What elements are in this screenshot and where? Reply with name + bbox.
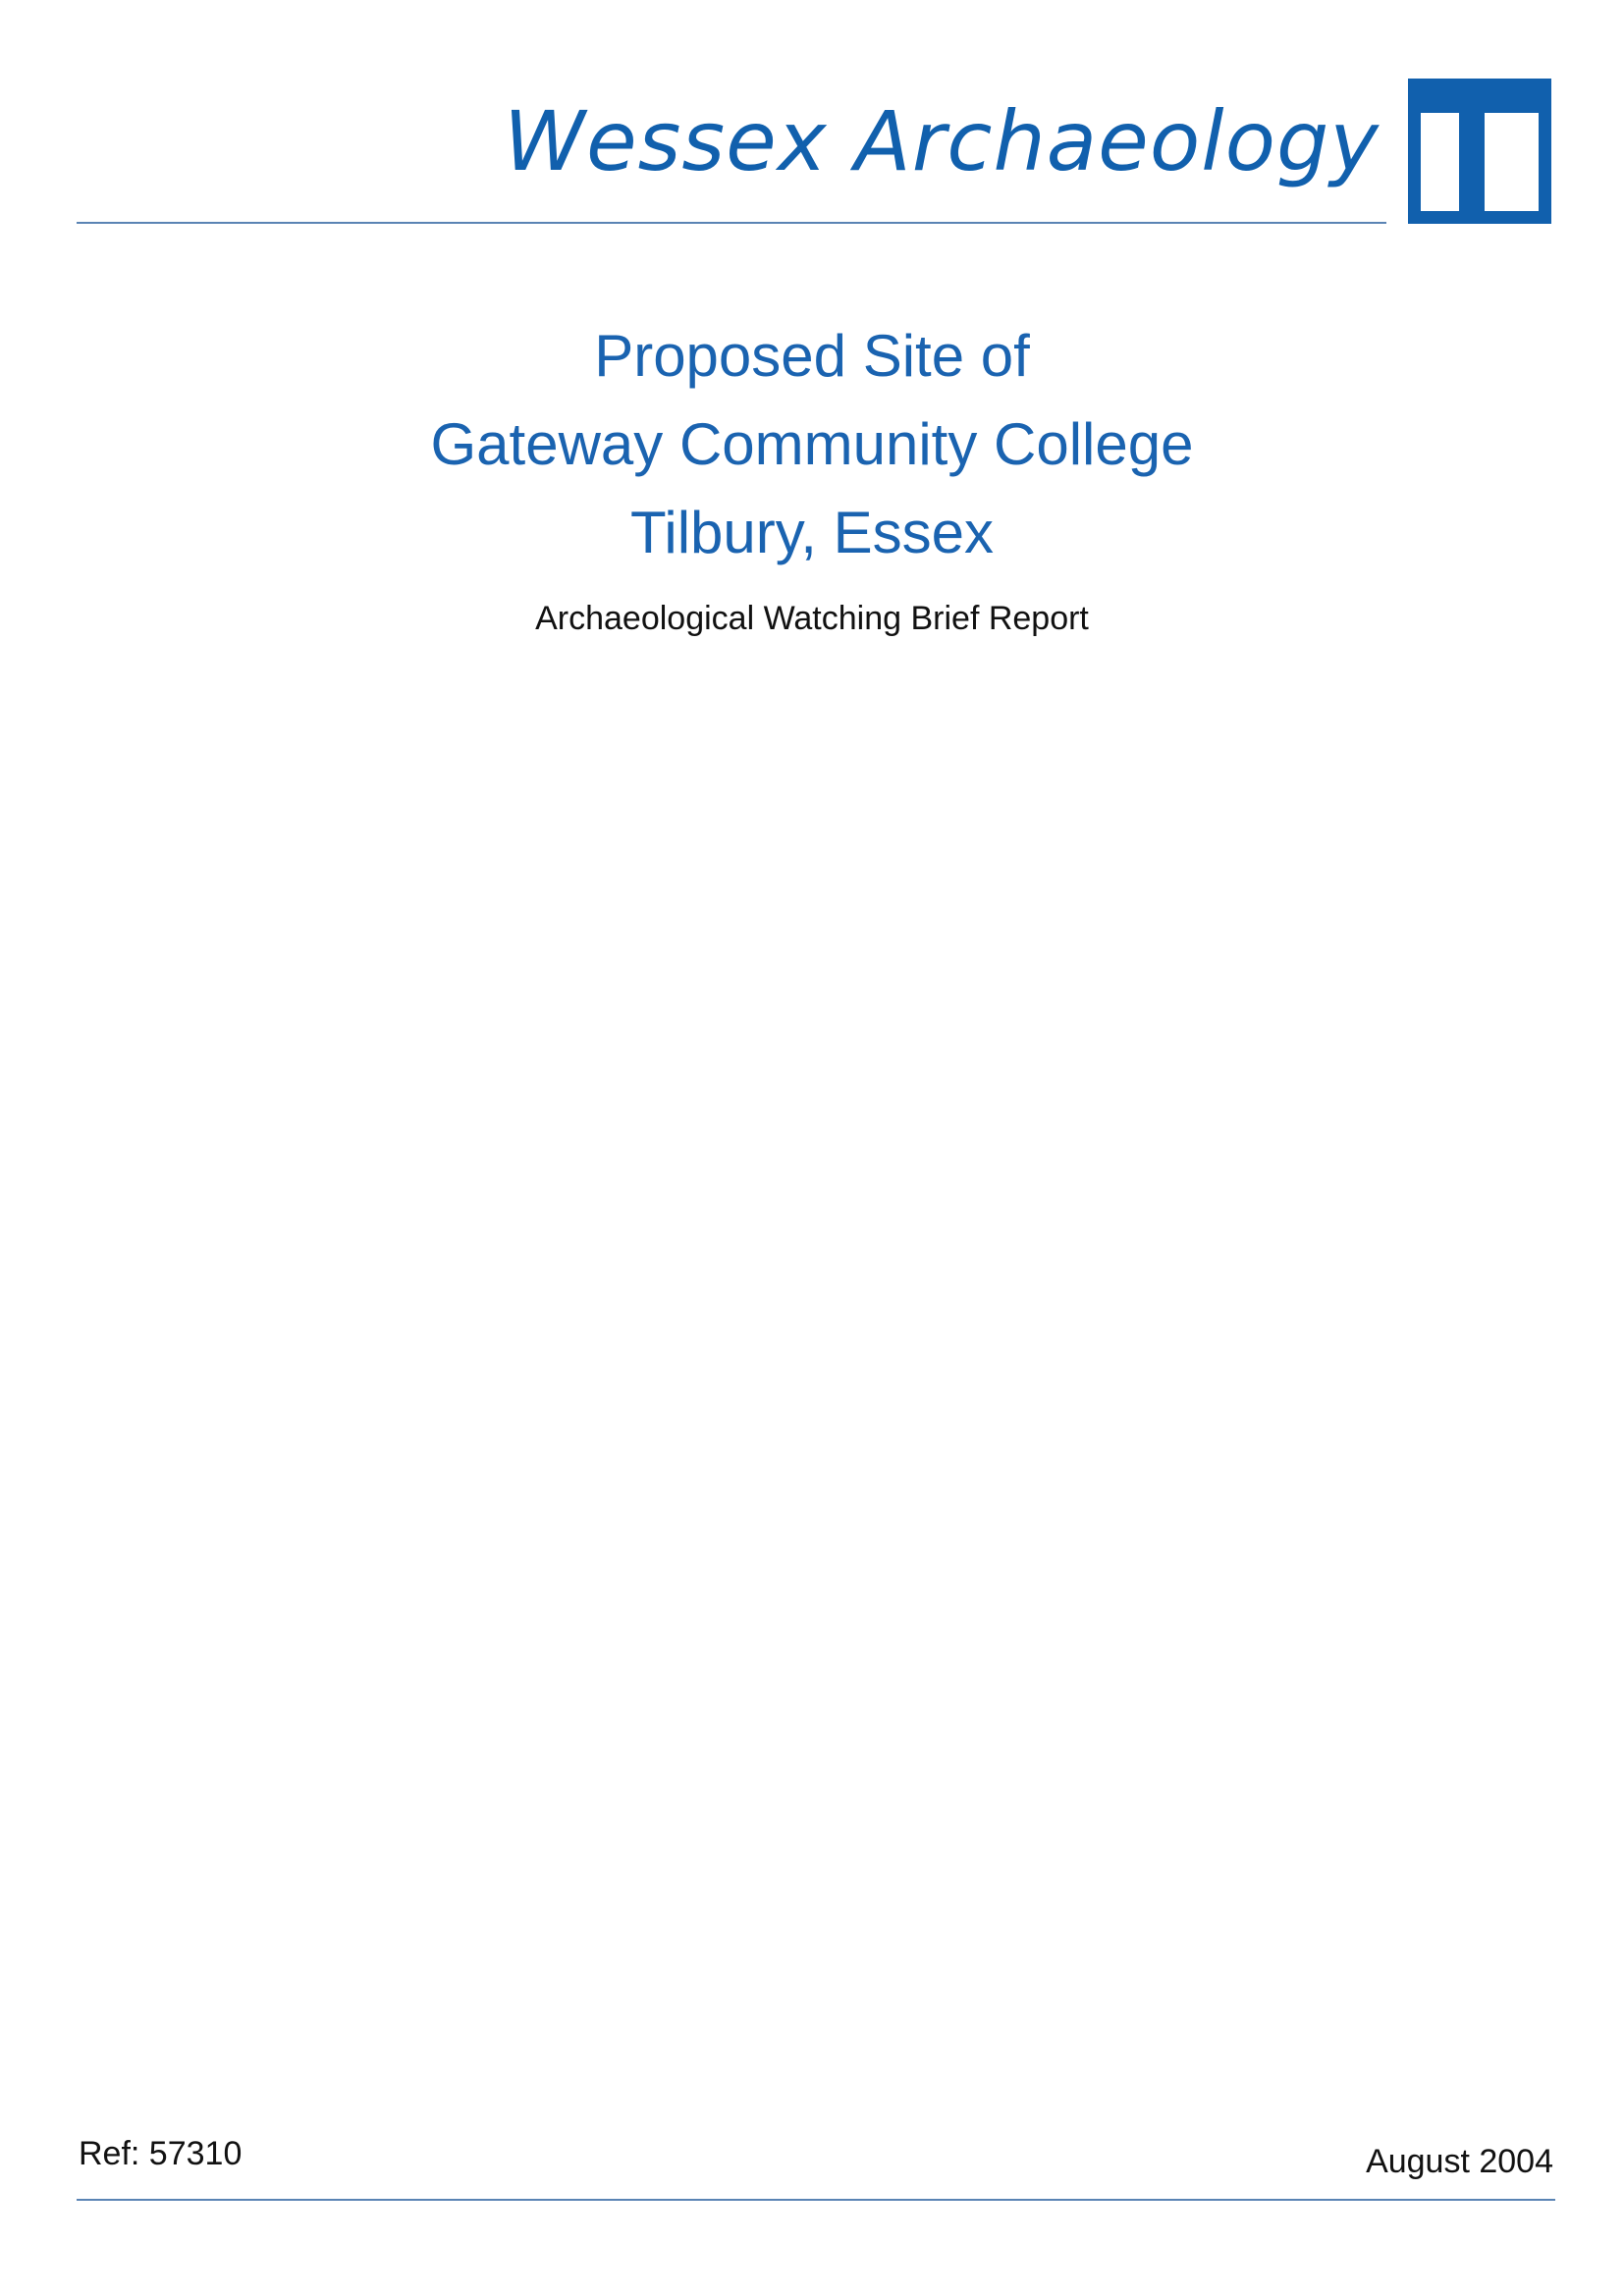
organisation-name: Wessex Archaeology [503, 93, 1380, 189]
wessex-archaeology-logo-icon [1408, 79, 1551, 224]
title-line-3: Tilbury, Essex [629, 500, 995, 565]
report-date: August 2004 [1366, 2143, 1553, 2180]
document-title-block [0, 312, 1624, 646]
title-line-2: Gateway Community College [430, 411, 1194, 477]
reference-number: Ref: 57310 [79, 2135, 243, 2172]
report-type-subtitle: Archaeological Watching Brief Report [535, 600, 1089, 637]
footer-divider [77, 2199, 1555, 2201]
header-divider [77, 222, 1386, 224]
title-line-1: Proposed Site of [594, 323, 1030, 389]
